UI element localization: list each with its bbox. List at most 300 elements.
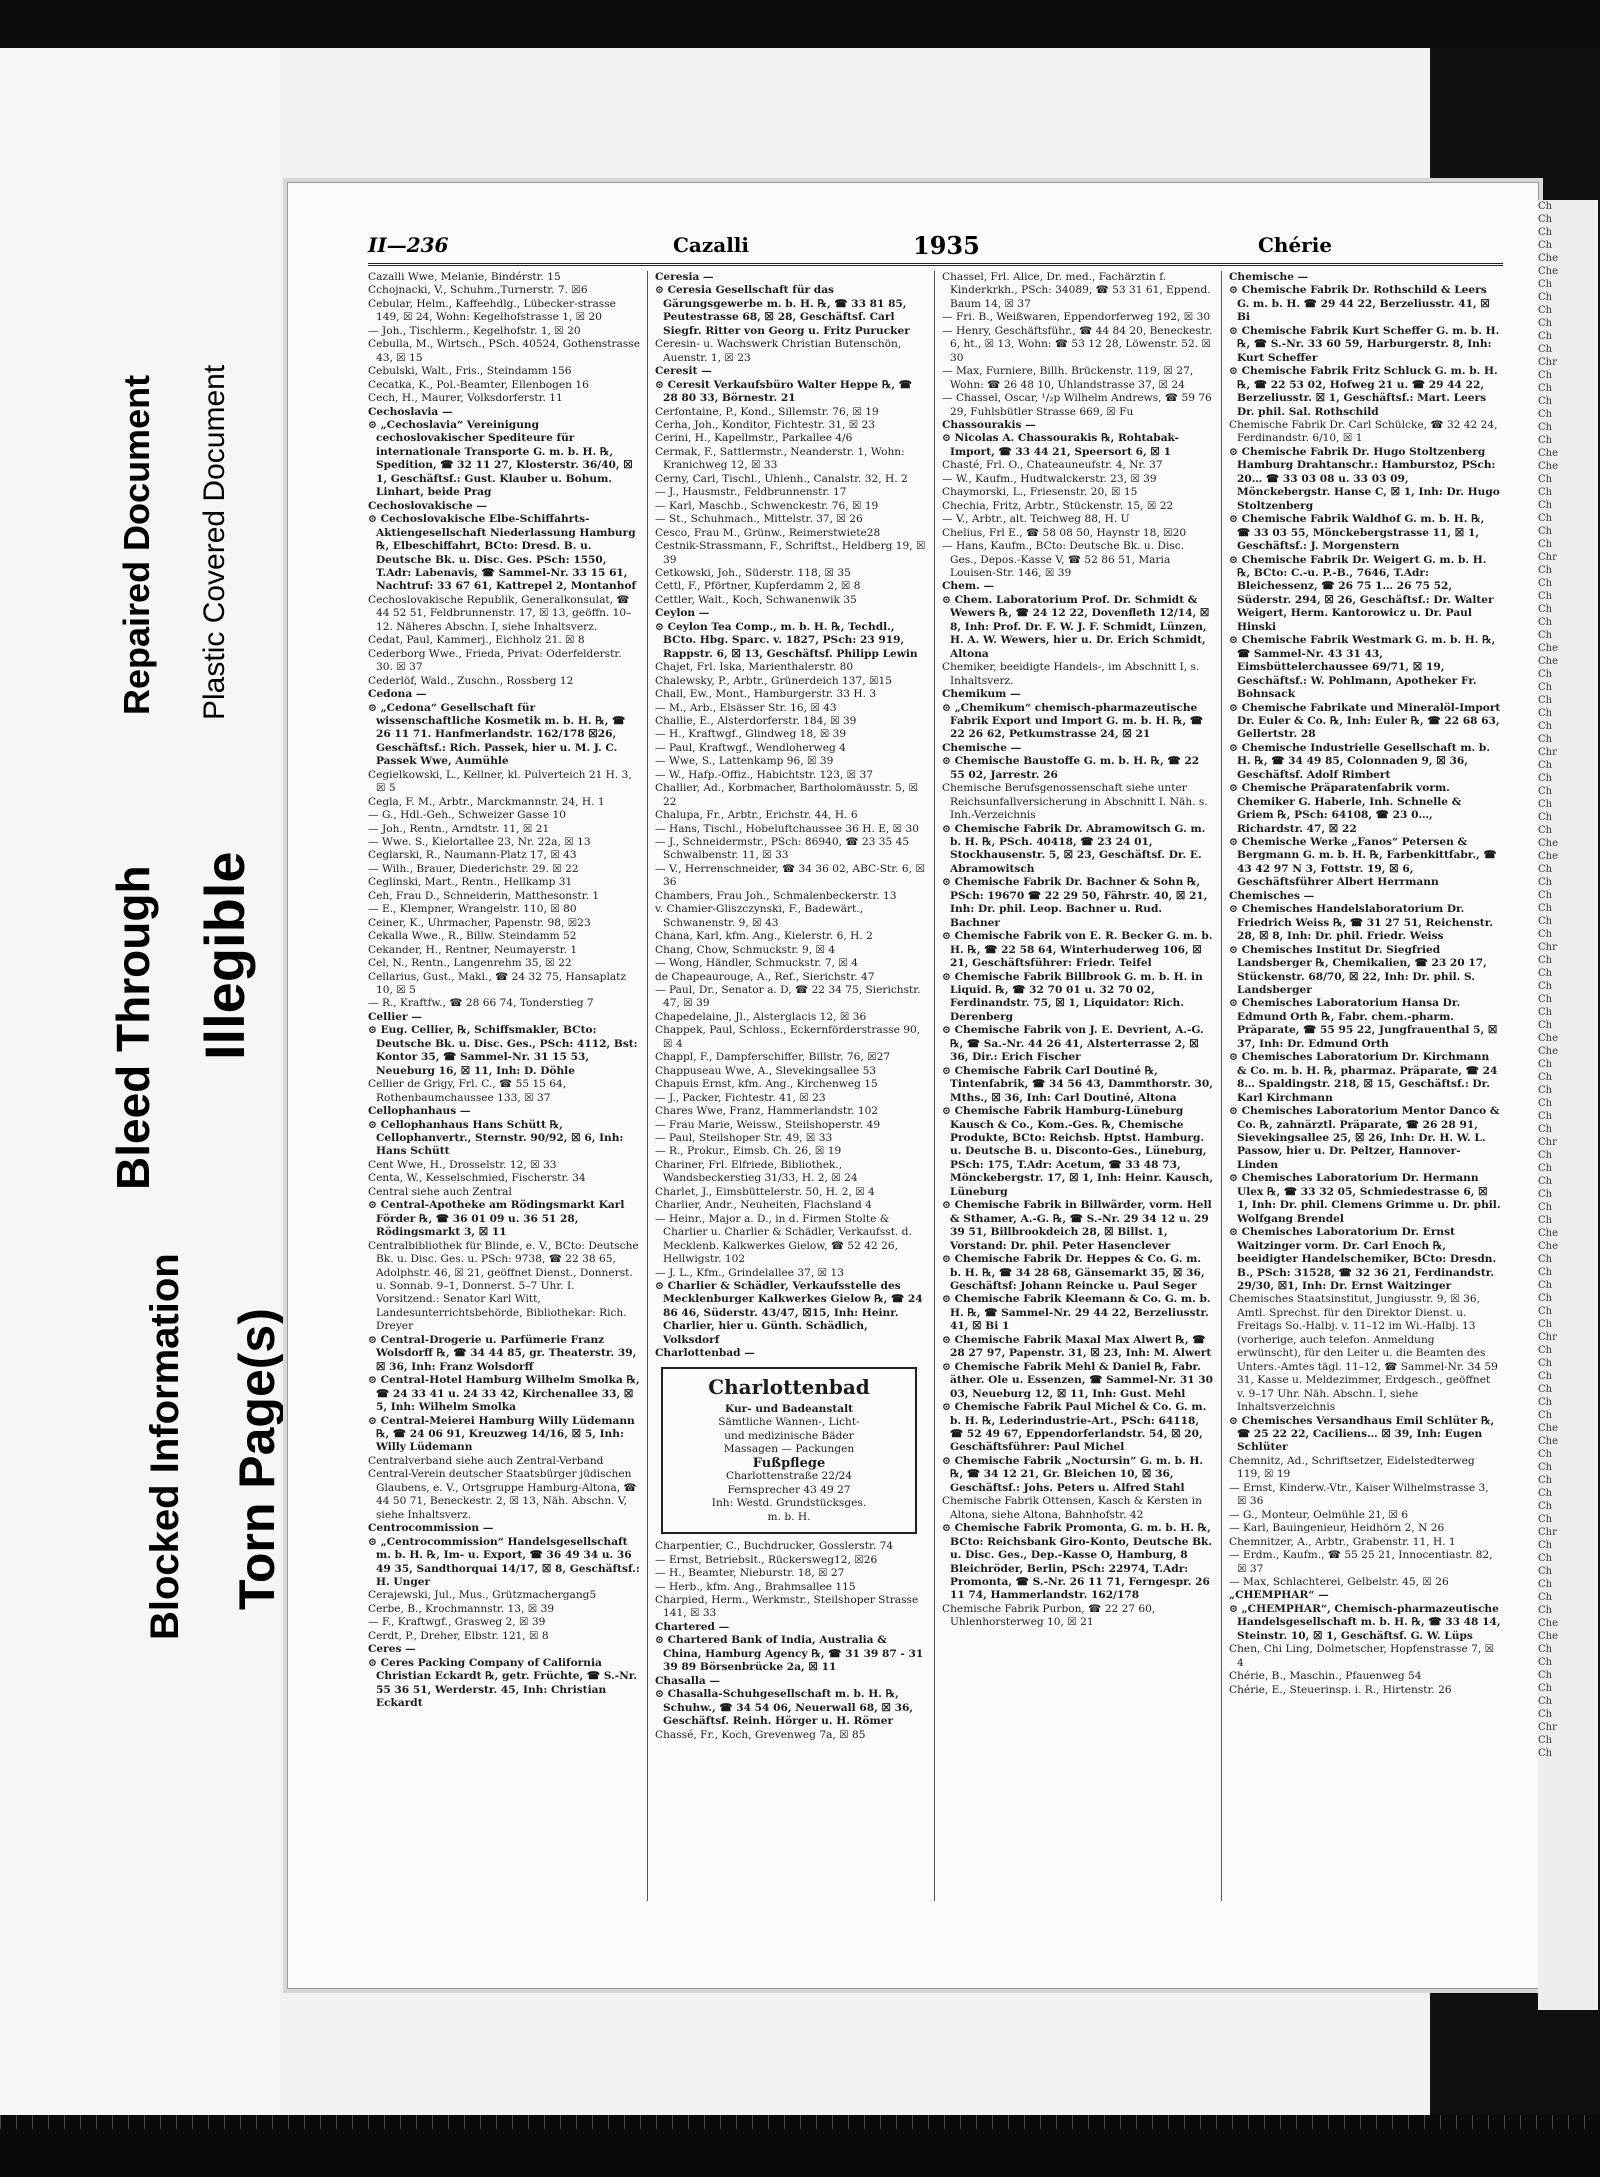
scanner-top-border bbox=[0, 0, 1600, 48]
facing-page-fragment: Ch bbox=[1538, 227, 1553, 238]
facing-page-fragment: Ch bbox=[1538, 1267, 1553, 1278]
directory-entry: Ceiner, K., Uhrmacher, Papenstr. 98, ☒23 bbox=[368, 916, 591, 929]
label-plastic-covered: Plastic Covered Document bbox=[198, 364, 231, 720]
directory-entry: Chartered — bbox=[655, 1620, 730, 1633]
directory-entry: Cebulla, M., Wirtsch., PSch. 40524, Gothenstrasse 43, ☒ 15 bbox=[368, 338, 640, 364]
facing-page-fragment: Che bbox=[1538, 643, 1559, 654]
directory-entry: Chalupa, Fr., Arbtr., Erichstr. 44, H. 6 bbox=[655, 809, 858, 822]
facing-page-fragment: Chr bbox=[1538, 357, 1557, 368]
directory-entry: Cegielkowski, L., Kellner, kl. Pulverteich 21 H. 3, ☒ 5 bbox=[368, 768, 632, 795]
facing-page-fragment: Ch bbox=[1538, 526, 1553, 537]
facing-page-fragment: Ch bbox=[1538, 1280, 1553, 1291]
directory-entry: Cerfontaine, P., Kond., Sillemstr. 76, ☒ 19 bbox=[655, 405, 879, 418]
facing-page-fragment: Ch bbox=[1538, 682, 1553, 693]
directory-entry: ⊙ Chemische Fabrik „Noctursin“ G. m. b. H. ℞, ☎ 34 12 21, Gr. Bleichen 10, ☒ 36, Geschäftsf.: Johs. Peters u. Alfred Stahl bbox=[942, 1454, 1204, 1494]
directory-entry: — W., Kaufm., Hudtwalckerstr. 23, ☒ 39 bbox=[942, 472, 1157, 485]
directory-entry: Ceglarski, R., Naumann-Platz 17, ☒ 43 bbox=[368, 849, 577, 862]
directory-entry: Chen, Chi Ling, Dolmetscher, Hopfenstrasse 7, ☒ 4 bbox=[1229, 1643, 1495, 1669]
facing-page-fragment: Ch bbox=[1538, 630, 1553, 641]
facing-page-fragment: Ch bbox=[1538, 435, 1553, 446]
directory-entry: — Frau Marie, Weissw., Steilshoperstr. 49 bbox=[655, 1118, 881, 1131]
directory-entry: Chemisches Staatsinstitut, Jungiusstr. 9, ☒ 36, Amtl. Sprechst. für den Direktor Dienst. u. Freitags So.-Halbj. v. 11–12 im Wi.-Halbj. 13 (vorherige, auch telefon. Anmeldung erwünscht), für den Leiter u. die Beamten des Unters.-Amtes tägl. 11–12, ☎ Sammel-Nr. 34 59 31, Kasse u. Meldezimmer, Erdgesch., geöffnet v. 9–17 Uhr. Näh. Abschn. I, siehe Inhaltsverzeichnis bbox=[1229, 1293, 1498, 1414]
directory-entry: ⊙ Chemische Fabrik Mehl & Daniel ℞, Fabr. äther. Ole u. Essenzen, ☎ Sammel-Nr. 31 30 03, Neueburg 12, ☒ 11, Inh: Gust. Mehl bbox=[942, 1360, 1214, 1400]
directory-entry: ⊙ Ceres Packing Company of California Christian Eckardt ℞, getr. Früchte, ☎ S.-Nr. 55 36 51, Werderstr. 45, Inh: Christian Eckardt bbox=[368, 1656, 638, 1710]
facing-page-fragment: Ch bbox=[1538, 1553, 1553, 1564]
facing-page-fragment: Ch bbox=[1538, 786, 1553, 797]
directory-entry: — M., Arb., Elsässer Str. 16, ☒ 43 bbox=[655, 701, 837, 714]
directory-entry: — Karl, Maschb., Schwenckestr. 76, ☒ 19 bbox=[655, 499, 879, 512]
directory-entry: — Wong, Händler, Schmuckstr. 7, ☒ 4 bbox=[655, 957, 858, 970]
facing-page-fragment: Ch bbox=[1538, 1098, 1553, 1109]
directory-entry: Cedona — bbox=[368, 688, 427, 701]
ad-line: Sämtliche Wannen-, Licht- bbox=[718, 1416, 860, 1429]
directory-entry: ⊙ Chemische Fabrik Hamburg-Lüneburg Kausch & Co., Kom.-Ges. ℞, Chemische Produkte, BCto: Reichsb. Hptst. Hamburg. u. Deutsche B. u. Disconto-Ges., Lüneburg, PSch: 175, T.Adr: Acetum, ☎ 33 48 73, Mönckebergstr. 17, ☒ 1, Inh: Heinr. Kausch, Lüneburg bbox=[942, 1105, 1214, 1198]
directory-entry: Charpied, Herm., Werkmstr., Steilshoper Strasse 141, ☒ 33 bbox=[655, 1594, 919, 1620]
facing-page-fragment: Ch bbox=[1538, 214, 1553, 225]
facing-page-fragment: Ch bbox=[1538, 279, 1553, 290]
directory-entry: Chemische Berufsgenossenschaft siehe unter Reichsunfallversicherung in Abschnitt I. Näh. s. Inh.-Verzeichnis bbox=[942, 782, 1208, 822]
facing-page-fragment: Ch bbox=[1538, 617, 1553, 628]
directory-entry: — Erdm., Kaufm., ☎ 55 25 21, Innocentiastr. 82, ☒ 37 bbox=[1229, 1549, 1493, 1575]
ad-line: und medizinische Bäder bbox=[724, 1429, 854, 1442]
facing-page-fragment: Ch bbox=[1538, 1735, 1553, 1746]
directory-entry: Chapuis Ernst, kfm. Ang., Kirchenweg 15 bbox=[655, 1078, 878, 1091]
directory-entry: — F., Kraftwgf., Grasweg 2, ☒ 39 bbox=[368, 1616, 546, 1629]
facing-page-fragment: Ch bbox=[1538, 1657, 1553, 1668]
facing-page-fragment: Ch bbox=[1538, 1072, 1553, 1083]
directory-entry: — H., Kraftwgf., Glindweg 18, ☒ 39 bbox=[655, 728, 847, 741]
facing-page-fragment: Ch bbox=[1538, 1709, 1553, 1720]
directory-entry: Cesco, Frau M., Grünw., Reimerstwiete28 bbox=[655, 526, 881, 539]
directory-entry: Chares Wwe, Franz, Hammerlandstr. 102 bbox=[655, 1105, 879, 1118]
directory-entry: Chall, Ew., Mont., Hamburgerstr. 33 H. 3 bbox=[655, 688, 877, 701]
label-repaired-document: Repaired Document bbox=[116, 374, 157, 715]
facing-page-fragment: Ch bbox=[1538, 734, 1553, 745]
facing-page-fragment: Ch bbox=[1538, 669, 1553, 680]
directory-entry: — Paul, Dr., Senator a. D, ☎ 22 34 75, Sierichstr. 47, ☒ 39 bbox=[655, 984, 921, 1010]
facing-page-fragment: Ch bbox=[1538, 968, 1553, 979]
directory-entry: — J. L., Kfm., Grindelallee 37, ☒ 13 bbox=[655, 1266, 844, 1279]
directory-entry: Chemische Fabrik Purbon, ☎ 22 27 60, Uhlenhorsterweg 10, ☒ 21 bbox=[942, 1602, 1156, 1629]
facing-page-fragment: Ch bbox=[1538, 994, 1553, 1005]
header-first-name: Cazalli bbox=[673, 233, 749, 257]
directory-entry: Cebular, Helm., Kaffeehdlg., Lübecker-strasse 149, ☒ 24, Wohn: Kegelhofstrasse 1, ☒ 20 bbox=[368, 297, 616, 324]
directory-entry: Chemisches — bbox=[1229, 889, 1315, 902]
facing-page-fragment: Ch bbox=[1538, 1007, 1553, 1018]
directory-entry: — G., Hdl.-Geh., Schweizer Gasse 10 bbox=[368, 809, 566, 822]
facing-page-fragment: Ch bbox=[1538, 1579, 1553, 1590]
directory-entry: — Wilh., Brauer, Diederichstr. 29. ☒ 22 bbox=[368, 862, 579, 875]
facing-page-fragment: Ch bbox=[1538, 474, 1553, 485]
directory-entry: ⊙ Charlier & Schädler, Verkaufsstelle des Mecklenburger Kalkwerkes Gielow ℞, ☎ 24 86 46, Süderstr. 43/47, ☒15, Inh: Heinr. Charlier, hier u. Günth. Schädlich, Volksdorf bbox=[655, 1279, 923, 1346]
directory-entry: ⊙ Chemisches Laboratorium Mentor Danco & Co. ℞, zahnärztl. Präparate, ☎ 26 28 91, Sievekingsallee 25, ☒ 26, Inh: Dr. H. W. L. Passow, hier u. Dr. Peltzer, Hannover-Linden bbox=[1229, 1105, 1500, 1171]
facing-page-fragment: Ch bbox=[1538, 331, 1553, 342]
facing-page-fragment: Che bbox=[1538, 1631, 1559, 1642]
directory-entry: Cebulski, Walt., Fris., Steindamm 156 bbox=[368, 365, 572, 378]
facing-page-fragment: Che bbox=[1538, 1033, 1559, 1044]
facing-page-fragment: Ch bbox=[1538, 565, 1553, 576]
facing-page-fragment: Ch bbox=[1538, 721, 1553, 732]
directory-entry: Ceresia — bbox=[655, 271, 714, 283]
directory-entry: ⊙ Chemische Fabrik Kurt Scheffer G. m. b. H. ℞, ☎ S.-Nr. 33 60 59, Harburgerstr. 8, Inh: Kurt Scheffer bbox=[1229, 324, 1500, 364]
directory-entry: Centa, W., Kesselschmied, Fischerstr. 34 bbox=[368, 1172, 586, 1185]
directory-entry: ⊙ „Cedona“ Gesellschaft für wissenschaftliche Kosmetik m. b. H. ℞, ☎ 26 11 71. Hanfmerlandstr. 162/178 ☒26, Geschäftsf.: Rich. Passek, hier u. M. J. C. Passek Wwe, Aumühle bbox=[368, 701, 626, 768]
ad-line: Charlottenstraße 22/24 bbox=[726, 1470, 852, 1483]
facing-page-fragment: Ch bbox=[1538, 773, 1553, 784]
directory-entry: ⊙ Chemische Fabrik Carl Doutiné ℞, Tintenfabrik, ☎ 34 56 43, Dammthorstr. 30, Mths., ☒ 36, Inh: Carl Doutiné, Altona bbox=[942, 1064, 1213, 1104]
directory-entry: Central-Verein deutscher Staatsbürger jüdischen Glaubens, e. V., Ortsgruppe Hamburg-Altona, ☎ 44 50 71, Beneckestr. 2, ☒ 13, Näh. Abschn. V, siehe Inhaltsverz. bbox=[368, 1468, 637, 1521]
directory-entry: Cel, N., Rentn., Langenrehm 35, ☒ 22 bbox=[368, 957, 572, 970]
directory-entry: Cerajewski, Jul., Mus., Grützmachergang5 bbox=[368, 1589, 597, 1602]
column-1 bbox=[368, 271, 640, 1901]
page-number: II—236 bbox=[368, 233, 449, 257]
directory-entry: ⊙ Ceylon Tea Comp., m. b. H. ℞, Techdl., BCto. Hbg. Sparc. v. 1827, PSch: 23 919, Rappstr. 6, ☒ 13, Geschäftsf. Philipp Lewin bbox=[655, 620, 918, 660]
directory-entry: Cechoslovakische — bbox=[368, 499, 487, 512]
directory-entry: Ceylon — bbox=[655, 607, 710, 620]
directory-entry: Ceh, Frau D., Schneiderin, Matthesonstr. 1 bbox=[368, 889, 600, 902]
page-content bbox=[368, 231, 1503, 1911]
directory-entry: ⊙ „CHEMPHAR“, Chemisch-pharmazeutische Handelsgesellschaft m. b. H. ℞, ☎ 33 48 14, Steinstr. 10, ☒ 1, Geschäftsf. G. W. Lüps bbox=[1229, 1602, 1501, 1642]
directory-entry: — R., Prokur., Eimsb. Ch. 26, ☒ 19 bbox=[655, 1145, 842, 1158]
directory-entry: — Ernst, Kinderw.-Vtr., Kaiser Wilhelmstrasse 3, ☒ 36 bbox=[1229, 1481, 1489, 1508]
directory-entry: ⊙ Chemische Werke „Fanos“ Petersen & Bergmann G. m. b. H. ℞, Farbenkittfabr., ☎ 43 42 97 N 3, Fottstr. 19, ☒ 6, Geschäftsführer Albert Herrmann bbox=[1229, 836, 1497, 889]
directory-entry: Chalewsky, P., Arbtr., Grünerdeich 137, ☒15 bbox=[655, 674, 892, 687]
directory-entry: ⊙ Eug. Cellier, ℞, Schiffsmakler, BCto: Deutsche Bk. u. Disc. Ges., PSch: 4112, Bst: Kontor 35, ☎ Sammel-Nr. 31 15 53, Neueburg 16, ☒ 11, Inh: D. Döhle bbox=[368, 1024, 638, 1077]
column-divider bbox=[647, 271, 648, 1901]
directory-entry: Chaymorski, L., Friesenstr. 20, ☒ 15 bbox=[942, 486, 1138, 499]
directory-entry: Cerny, Carl, Tischl., Uhlenh., Canalstr. 32, H. 2 bbox=[655, 472, 908, 485]
facing-page-fragment: Chr bbox=[1538, 1137, 1557, 1148]
facing-page-fragment: Chr bbox=[1538, 1722, 1557, 1733]
facing-page-fragment: Ch bbox=[1538, 1254, 1553, 1265]
facing-page-fragment: Ch bbox=[1538, 1189, 1553, 1200]
directory-entry: Cederborg Wwe., Frieda, Privat: Oderfelderstr. 30. ☒ 37 bbox=[368, 647, 622, 674]
directory-entry: ⊙ Ceresit Verkaufsbüro Walter Heppe ℞, ☎ 28 80 33, Börnestr. 21 bbox=[655, 378, 912, 405]
directory-entry: — Henry, Geschäftsführ., ☎ 44 84 20, Beneckestr. 6, ht., ☒ 13, Wohn: ☎ 53 12 28, Löwenstr. 52. ☒ 30 bbox=[942, 324, 1213, 364]
directory-entry: Cazalli Wwe, Melanie, Bindérstr. 15 bbox=[368, 271, 561, 283]
directory-entry: ⊙ Chemische Fabrik von J. E. Devrient, A.-G. ℞, ☎ Sa.-Nr. 44 26 41, Alsterterrasse 2, ☒ 36, Dir.: Erich Fischer bbox=[942, 1024, 1204, 1064]
directory-entry: — G., Monteur, Oelmühle 21, ☒ 6 bbox=[1229, 1508, 1409, 1521]
facing-page-fragment: Che bbox=[1538, 1046, 1559, 1057]
directory-entry: Cecatka, K., Pol.-Beamter, Ellenbogen 16 bbox=[368, 378, 589, 391]
directory-entry: Chérie, B., Maschin., Pfauenweg 54 bbox=[1229, 1670, 1422, 1683]
label-bleed-through: Bleed Through bbox=[107, 865, 159, 1190]
directory-entry: ⊙ Chemische Fabrik Fritz Schluck G. m. b. H. ℞, ☎ 22 53 02, Hofweg 21 u. ☎ 29 44 22, Berzeliusstr. ☒ 1, Geschäftsf.: Mart. Leers Dr. phil. Sal. Rothschild bbox=[1229, 365, 1498, 418]
directory-entry: ⊙ „Chemikum“ chemisch-pharmazeutische Fabrik Export und Import G. m. b. H. ℞, ☎ 22 26 62, Petkumstrasse 24, ☒ 21 bbox=[942, 701, 1204, 741]
directory-entry: Cekander, H., Rentner, Neumayerstr. 1 bbox=[368, 943, 578, 956]
directory-entry: ⊙ Chartered Bank of India, Australia & China, Hamburg Agency ℞, ☎ 31 39 87 - 31 39 89 Börsenbrücke 2a, ☒ 11 bbox=[655, 1634, 924, 1674]
directory-entry: Central siehe auch Zentral bbox=[368, 1185, 512, 1198]
facing-page-fragment: Ch bbox=[1538, 760, 1553, 771]
directory-entry: ⊙ Chemische Fabrik Dr. Heppes & Co. G. m. b. H. ℞, ☎ 34 28 68, Gänsemarkt 35, ☒ 36, Geschäftsf: Johann Reincke u. Paul Seger bbox=[942, 1253, 1205, 1292]
directory-entry: ⊙ Nicolas A. Chassourakis ℞, Rohtabak-Import, ☎ 33 44 21, Speersort 6, ☒ 1 bbox=[942, 432, 1179, 458]
directory-entry: ⊙ Chemische Fabrik Kleemann & Co. G. m. b. H. ℞, ☎ Sammel-Nr. 29 44 22, Berzeliusstr. 41, ☒ Bi 1 bbox=[942, 1293, 1211, 1333]
facing-page-fragment: Che bbox=[1538, 1423, 1559, 1434]
directory-entry: Chang, Chow, Schmuckstr. 9, ☒ 4 bbox=[655, 943, 836, 956]
directory-entry: ⊙ Chemische Fabrik Westmark G. m. b. H. ℞, ☎ Sammel-Nr. 43 31 43, Eimsbüttelerchaussee 69/71, ☒ 19, Geschäftsf.: W. Pohlmann, Apotheker Fr. Bohnsack bbox=[1229, 634, 1496, 701]
facing-page-fragment: Ch bbox=[1538, 1488, 1553, 1499]
directory-entry: Cellier de Grigy, Frl. C., ☎ 55 15 64, Rothenbaumchaussee 133, ☒ 37 bbox=[368, 1078, 567, 1104]
facing-page-fragment: Chr bbox=[1538, 552, 1557, 563]
facing-page-fragment: Ch bbox=[1538, 1462, 1553, 1473]
directory-entry: Cechoslovakische Republik, Generalkonsulat, ☎ 44 52 51, Feldbrunnenstr. 17, ☒ 13, geöffn. 10–12. Näheres Abschn. I, siehe Inhaltsverz. bbox=[368, 593, 632, 633]
facing-page-fragment: Che bbox=[1538, 851, 1559, 862]
directory-entry: ⊙ Chemische Fabrik Dr. Weigert G. m. b. H. ℞, BCto: C.-u. P.-B., 7646, T.Adr: Bleichessenz, ☎ 26 75 1… 26 75 52, Süderstr. 294, ☒ 26, Geschäftsf.: Dr. Walter Weigert, Herm. Kantorowicz u. Dr. Paul Hinski bbox=[1229, 553, 1494, 633]
directory-entry: Cerha, Joh., Konditor, Fichtestr. 31, ☒ 23 bbox=[655, 418, 876, 431]
column-divider bbox=[1221, 271, 1222, 1901]
facing-page-fragment: Ch bbox=[1538, 864, 1553, 875]
directory-entry: Chappek, Paul, Schloss., Eckernförderstrasse 90, ☒ 4 bbox=[655, 1024, 921, 1050]
ad-title: Charlottenbad bbox=[708, 1374, 870, 1399]
facing-page-fragment: Che bbox=[1538, 1228, 1559, 1239]
facing-page-fragment: Ch bbox=[1538, 825, 1553, 836]
directory-entry: — J., Hausmstr., Feldbrunnenstr. 17 bbox=[655, 486, 847, 499]
label-blocked-information: Blocked Information bbox=[143, 1253, 187, 1640]
facing-page-fragment: Chr bbox=[1538, 747, 1557, 758]
directory-entry: — J., Packer, Fichtestr. 41, ☒ 23 bbox=[655, 1091, 826, 1104]
directory-entry: Cerbe, B., Krochmannstr. 13, ☒ 39 bbox=[368, 1602, 555, 1615]
directory-entry: ⊙ Chem. Laboratorium Prof. Dr. Schmidt & Wewers ℞, ☎ 24 12 22, Dovenfleth 12/14, ☒ 8, Inh: Prof. Dr. F. W. J. F. Schmidt, Lünzen, H. A. W. Wewers, hier u. Dr. Erich Schmidt, Altona bbox=[942, 593, 1210, 660]
facing-page-fragment: Ch bbox=[1538, 1670, 1553, 1681]
directory-entry: ⊙ Chemisches Versandhaus Emil Schlüter ℞, ☎ 25 22 22, Caciliens… ☒ 39, Inh: Eugen Schlüter bbox=[1229, 1414, 1495, 1454]
directory-entry: ⊙ Chemische Fabrikate und Mineralöl-Import Dr. Euler & Co. ℞, Inh: Euler ℞, ☎ 22 68 63, Gellertstr. 28 bbox=[1229, 701, 1501, 741]
directory-entry: ⊙ Chemische Fabrik Billbrook G. m. b. H. in Liquid. ℞, ☎ 32 70 01 u. 32 70 02, Ferdinandstr. 75, ☒ 1, Liquidator: Rich. Derenberg bbox=[942, 970, 1203, 1023]
facing-page-fragment: Ch bbox=[1538, 890, 1553, 901]
directory-entry: ⊙ Chemische Fabrik Paul Michel & Co. G. m. b. H. ℞, Lederindustrie-Art., PSch: 64118, ☎ 52 49 67, Eppendorferlandstr. 54, ☒ 20, Geschäftsführer: Paul Michel bbox=[942, 1401, 1207, 1454]
facing-page-fragment: Ch bbox=[1538, 812, 1553, 823]
directory-entry: — Karl, Bauingenieur, Heidhörn 2, N 26 bbox=[1229, 1522, 1445, 1535]
directory-entry: Chérie, E., Steuerinsp. i. R., Hirtenstr. 26 bbox=[1229, 1683, 1452, 1696]
facing-page-fragment: Ch bbox=[1538, 344, 1553, 355]
directory-entry: ⊙ Central-Hotel Hamburg Wilhelm Smolka ℞, ☎ 24 33 41 u. 24 33 42, Kirchenallee 33, ☒ 5, Inh: Wilhelm Smolka bbox=[368, 1374, 640, 1414]
facing-page-fragment: Ch bbox=[1538, 487, 1553, 498]
column-4 bbox=[1229, 271, 1501, 1901]
facing-page-fragment: Ch bbox=[1538, 578, 1553, 589]
facing-page-fragment: Ch bbox=[1538, 318, 1553, 329]
facing-page-fragment: Ch bbox=[1538, 877, 1553, 888]
directory-entry: Chapedelaine, Jl., Alsterglacis 12, ☒ 36 bbox=[655, 1010, 867, 1023]
facing-page-fragment: Ch bbox=[1538, 1163, 1553, 1174]
facing-page-fragment: Ch bbox=[1538, 240, 1553, 251]
directory-entry: Chariner, Frl. Elfriede, Bibliothek., Wandsbeckerstieg 31/33, H. 2, ☒ 24 bbox=[655, 1158, 858, 1185]
directory-entry: Cettler, Walt., Koch, Schwanenwik 35 bbox=[655, 593, 857, 606]
directory-entry: ⊙ Chemisches Laboratorium Dr. Hermann Ulex ℞, ☎ 33 32 05, Schmiedestrasse 6, ☒ 1, Inh: Dr. phil. Clemens Grimme u. Dr. phil. Wolfgang Brendel bbox=[1229, 1172, 1501, 1225]
ad-line: Fernsprecher 43 49 27 bbox=[727, 1483, 851, 1496]
directory-entry: Chelius, Frl E., ☎ 58 08 50, Haynstr 18, ☒20 bbox=[942, 526, 1187, 539]
facing-page-fragment: Che bbox=[1538, 1618, 1559, 1629]
facing-page-fragment: Ch bbox=[1538, 1644, 1553, 1655]
directory-entry: — Joh., Tischlerm., Kegelhofstr. 1, ☒ 20 bbox=[368, 324, 581, 337]
facing-page-fragment: Ch bbox=[1538, 1176, 1553, 1187]
facing-page-fragment: Che bbox=[1538, 656, 1559, 667]
directory-entry: ⊙ Chemische Fabrik Waldhof G. m. b. H. ℞, ☎ 33 03 55, Mönckebergstrasse 11, ☒ 1, Geschäftsf.: J. Morgenstern bbox=[1229, 513, 1485, 553]
directory-entry: Cetkowski, Joh., Süderstr. 118, ☒ 35 bbox=[655, 566, 851, 579]
directory-entry: „CHEMPHAR“ — bbox=[1229, 1589, 1329, 1602]
directory-entry: Ceresit — bbox=[655, 365, 712, 378]
facing-page-fragment: Ch bbox=[1538, 1020, 1553, 1031]
directory-entry: Chasté, Frl. O., Chateauneufstr. 4, Nr. 37 bbox=[942, 459, 1163, 472]
directory-entry: ⊙ Chemische Fabrik Dr. Hugo Stoltzenberg Hamburg Drahtanschr.: Hamburstoz, PSch: 20… ☎ 33 03 08 u. 33 03 09, Mönckebergstr. Hanse C, ☒ 1, Inh: Dr. Hugo Stoltzenberg bbox=[1229, 445, 1500, 512]
directory-entry: Cechoslavia — bbox=[368, 405, 453, 418]
directory-entry: Cchojnacki, V., Schuhm.,Turnerstr. 7. ☒6 bbox=[368, 284, 588, 297]
directory-entry: ⊙ Chemische Fabrik Maxal Max Alwert ℞, ☎ 28 27 97, Papenstr. 31, ☒ 23, Inh: M. Alwert bbox=[942, 1333, 1212, 1360]
facing-page-fragment: Ch bbox=[1538, 695, 1553, 706]
directory-entry: Chemische Fabrik Dr. Carl Schülcke, ☎ 32 42 24, Ferdinandstr. 6/10, ☒ 1 bbox=[1229, 418, 1498, 445]
directory-entry: ⊙ Chemisches Handelslaboratorium Dr. Friedrich Weiss ℞, ☎ 31 27 51, Reichenstr. 28, ☒ 8, Inh: Dr. phil. Friedr. Weiss bbox=[1229, 903, 1494, 943]
directory-entry: ⊙ Central-Meierei Hamburg Willy Lüdemann ℞, ☎ 24 06 91, Kreuzweg 14/16, ☒ 5, Inh: Willy Lüdemann bbox=[368, 1414, 635, 1454]
directory-entry: — Fri. B., Weißwaren, Eppendorferweg 192, ☒ 30 bbox=[942, 311, 1211, 324]
header-last-name: Chérie bbox=[1258, 233, 1333, 257]
ad-subtitle: Kur- und Badeanstalt bbox=[724, 1402, 853, 1415]
directory-entry: Charpentier, C., Buchdrucker, Gosslerstr. 74 bbox=[655, 1540, 894, 1553]
directory-entry: Cederlöf, Wald., Zuschn., Rossberg 12 bbox=[368, 674, 574, 687]
directory-entry: — Wwe, S., Lattenkamp 96, ☒ 39 bbox=[655, 755, 834, 768]
facing-page-fragment: Che bbox=[1538, 253, 1559, 264]
facing-page-fragment: Ch bbox=[1538, 1059, 1553, 1070]
facing-page-fragment: Ch bbox=[1538, 1748, 1553, 1759]
directory-entry: ⊙ Chemisches Laboratorium Dr. Kirchmann & Co. m. b. H. ℞, pharmaz. Präparate, ☎ 24 8… Spaldingstr. 218, ☒ 15, Geschäftsf.: Dr. Karl Kirchmann bbox=[1229, 1051, 1498, 1104]
directory-entry: — Paul, Steilshoper Str. 49, ☒ 33 bbox=[655, 1132, 833, 1144]
directory-entry: — R., Kraftfw., ☎ 28 66 74, Tonderstieg 7 bbox=[368, 997, 594, 1010]
directory-entry: — St., Schuhmach., Mittelstr. 37, ☒ 26 bbox=[655, 513, 863, 526]
facing-page-fragment: Ch bbox=[1538, 799, 1553, 810]
directory-entry: ⊙ Chemische Baustoffe G. m. b. H. ℞, ☎ 22 55 02, Jarrestr. 26 bbox=[942, 755, 1200, 781]
directory-entry: — J., Schneidermstr., PSch: 86940, ☎ 23 35 45 Schwalbenstr. 11, ☒ 33 bbox=[655, 836, 910, 862]
charlottenbad-advertisement bbox=[661, 1367, 917, 1535]
facing-page-fragment: Ch bbox=[1538, 422, 1553, 433]
directory-entry: — V., Herrenschneider, ☎ 34 36 02, ABC-Str. 6, ☒ 36 bbox=[655, 862, 925, 889]
facing-page-fragment: Ch bbox=[1538, 292, 1553, 303]
directory-entry: Chechia, Fritz, Arbtr., Stückenstr. 15, ☒ 22 bbox=[942, 499, 1174, 512]
facing-page-fragment: Ch bbox=[1538, 1592, 1553, 1603]
facing-page-fragment: Ch bbox=[1538, 604, 1553, 615]
facing-page-fragment: Ch bbox=[1538, 1449, 1553, 1460]
directory-entry: ⊙ Chemische Fabrik Dr. Rothschild & Leers G. m. b. H. ☎ 29 44 22, Berzeliusstr. 41, ☒ Bi bbox=[1229, 284, 1490, 324]
facing-page-fragment: Che bbox=[1538, 448, 1559, 459]
facing-page-fragment: Ch bbox=[1538, 1683, 1553, 1694]
facing-page-fragment: Ch bbox=[1538, 305, 1553, 316]
directory-entry: ⊙ Chemische Fabrik von E. R. Becker G. m. b. H. ℞, ☎ 22 58 64, Winterhuderweg 106, ☒ 21, Geschäftsführer: Friedr. Teifel bbox=[942, 930, 1213, 970]
directory-entry: — Ernst, Betriebslt., Rückersweg12, ☒26 bbox=[655, 1553, 878, 1566]
facing-page-fragment: Ch bbox=[1538, 1501, 1553, 1512]
facing-page-fragment: Ch bbox=[1538, 1085, 1553, 1096]
facing-page-fragment: Ch bbox=[1538, 1293, 1553, 1304]
facing-page-fragment: Ch bbox=[1538, 1345, 1553, 1356]
directory-entry: ⊙ Chemische Fabrik Dr. Abramowitsch G. m. b. H. ℞, PSch. 40418, ☎ 23 24 01, Stockhausenstr. 5, ☒ 23, Geschäftsf. Dr. E. Abramowitsch bbox=[942, 822, 1206, 875]
directory-entry: Chappl, F., Dampferschiffer, Billstr. 76, ☒27 bbox=[655, 1051, 891, 1064]
facing-page-fragment: Ch bbox=[1538, 201, 1553, 212]
facing-page-fragment: Che bbox=[1538, 838, 1559, 849]
directory-entry: — Paul, Kraftwgf., Wendloherweg 4 bbox=[655, 741, 846, 754]
facing-page-fragment: Ch bbox=[1538, 916, 1553, 927]
directory-entry: — Joh., Rentn., Arndtstr. 11, ☒ 21 bbox=[368, 822, 550, 835]
facing-page-fragment: Che bbox=[1538, 1436, 1559, 1447]
facing-page-fragment: Ch bbox=[1538, 1319, 1553, 1330]
directory-entry: Chasalla — bbox=[655, 1674, 721, 1687]
directory-entry: ⊙ Central-Drogerie u. Parfümerie Franz Wolsdorff ℞, ☎ 34 44 85, gr. Theaterstr. 39, ☒ 36, Inh: Franz Wolsdorff bbox=[368, 1333, 637, 1373]
directory-entry: ⊙ Chemisches Laboratorium Hansa Dr. Edmund Orth ℞, Fabr. chem.-pharm. Präparate, ☎ 55 95 22, Jungfrauenthal 5, ☒ 37, Inh: Dr. Edmund Orth bbox=[1229, 997, 1498, 1050]
directory-entry: Chemnitz, Ad., Schriftsetzer, Eidelstedterweg 119, ☒ 19 bbox=[1229, 1454, 1475, 1481]
directory-entry: ⊙ Chemische Fabrik Dr. Bachner & Sohn ℞, PSch: 19670 ☎ 22 29 50, Fährstr. 40, ☒ 21, Inh: Dr. phil. Leop. Bachner u. Rud. Bachner bbox=[942, 876, 1208, 929]
facing-page-fragment: Ch bbox=[1538, 500, 1553, 511]
facing-page-fragment: Ch bbox=[1538, 1202, 1553, 1213]
facing-page-fragment: Ch bbox=[1538, 955, 1553, 966]
directory-entry: Challier, Ad., Korbmacher, Bartholomäusstr. 5, ☒ 22 bbox=[655, 782, 919, 808]
directory-entry: ⊙ Cellophanhaus Hans Schütt ℞, Cellophanvertr., Sternstr. 90/92, ☒ 6, Inh: Hans Schütt bbox=[368, 1118, 624, 1158]
ad-line: m. b. H. bbox=[767, 1510, 811, 1523]
facing-page-fragment: Ch bbox=[1538, 591, 1553, 602]
directory-entry: — V., Arbtr., alt. Teichweg 88, H. U bbox=[942, 513, 1130, 526]
directory-entry: ⊙ Chemische Fabrik in Billwärder, vorm. Hell & Sthamer, A.-G. ℞, ☎ S.-Nr. 29 34 12 u. 29 39 51, Billbrookdeich 28, ☒ Billst. 1, Vorstand: Dr. phil. Peter Hasenclever bbox=[942, 1199, 1212, 1252]
column-3 bbox=[942, 271, 1214, 1901]
page-header bbox=[368, 231, 1503, 266]
directory-entry: ⊙ Chasalla-Schuhgesellschaft m. b. H. ℞, Schuhw., ☎ 34 54 06, Neuerwall 68, ☒ 36, Geschäftsf. Reinh. Hörger u. H. Römer bbox=[655, 1688, 914, 1728]
directory-entry: ⊙ Chemisches Institut Dr. Siegfried Landsberger ℞, Chemikalien, ☎ 23 20 17, Stückenstr. 68/70, ☒ 22, Inh: Dr. phil. S. Landsberger bbox=[1229, 943, 1487, 997]
directory-entry: — Heinr., Major a. D., in d. Firmen Stolte & Charlier u. Charlier & Schädler, Verkaufsst. d. Mecklenb. Kalkwerkes Gielow, ☎ 52 42 26, Hellwigstr. 102 bbox=[655, 1212, 912, 1266]
directory-entry: Cermak, F., Sattlermstr., Neanderstr. 1, Wohn: Kranichweg 12, ☒ 33 bbox=[655, 445, 905, 472]
directory-entry: Chajet, Frl. Iska, Marienthalerstr. 80 bbox=[655, 661, 854, 674]
directory-entry: — Max, Furniere, Billh. Brückenstr. 119, ☒ 27, Wohn: ☎ 26 48 10, Uhlandstrasse 37, ☒ 24 bbox=[942, 365, 1194, 391]
directory-entry: Centralbibliothek für Blinde, e. V., BCto: Deutsche Bk. u. Disc. Ges. u. PSch: 9738, ☎ 22 38 65, Adolphstr. 46, ☒ 21, geöffnet Dienst., Donnerst. u. Sonnab. 9–1, Donnerst. 5–7 Uhr. I. Vorsitzend.: Senator Karl Witt, Landesunterrichtsbehörde, Bibliothekar: Rich. Dreyer bbox=[368, 1239, 639, 1333]
facing-page-fragment: Ch bbox=[1538, 1124, 1553, 1135]
facing-page-fragment: Ch bbox=[1538, 1514, 1553, 1525]
directory-entry: ⊙ Chemisches Laboratorium Dr. Ernst Waitzinger vorm. Dr. Carl Enoch ℞, beeidigter Handelschemiker, BCto: Dresdn. B., PSch: 31528, ☎ 32 36 21, Ferdinandstr. 29/30, ☒1, Inh: Dr. Ernst Waitzinger bbox=[1229, 1226, 1497, 1292]
directory-entry: Cellarius, Gust., Makl., ☎ 24 32 75, Hansaplatz 10, ☒ 5 bbox=[368, 970, 626, 997]
directory-entry: Cekalla Wwe., R., Billw. Steindamm 52 bbox=[368, 930, 577, 943]
facing-page-fragment: Chr bbox=[1538, 942, 1557, 953]
directory-entry: Centralverband siehe auch Zentral-Verband bbox=[368, 1454, 604, 1467]
directory-entry: v. Chamier-Gliszczynski, F., Badewärt., Schwanenstr. 9, ☒ 43 bbox=[655, 903, 864, 929]
directory-entry: ⊙ Ceresia Gesellschaft für das Gärungsgewerbe m. b. H. ℞, ☎ 33 81 85, Peutestrasse 68, ☒ 28, Geschäftsf. Carl Siegfr. Ritter von Georg u. Fritz Purucker bbox=[655, 284, 910, 337]
directory-entry: ⊙ Cechoslovakische Elbe-Schiffahrts-Aktiengesellschaft Niederlassung Hamburg ℞, Elbeschiffahrt, BCto: Dresd. B. u. Deutsche Bk. u. Disc. Ges. PSch: 1550, T.Adr: Labenavis, ☎ Sammel-Nr. 33 15 61, Nachtruf: 33 67 61, Kattrepel 2, Montanhof bbox=[368, 513, 637, 593]
directory-entry: Cettl, F., Pförtner, Kupferdamm 2, ☒ 8 bbox=[655, 580, 861, 593]
facing-page-fragment: Chr bbox=[1538, 1332, 1557, 1343]
ad-line: Fußpflege bbox=[752, 1455, 826, 1471]
directory-entry: de Chapeaurouge, A., Ref., Sierichstr. 47 bbox=[655, 970, 875, 983]
directory-entry: — Max, Schlachterei, Gelbelstr. 45, ☒ 26 bbox=[1229, 1575, 1449, 1588]
directory-entry: Chemische — bbox=[942, 741, 1022, 754]
facing-page-fragment: Chr bbox=[1538, 1527, 1557, 1538]
directory-entry: Charlet, J., Eimsbüttelerstr. 50, H. 2, ☒ 4 bbox=[655, 1185, 875, 1198]
facing-page-fragment: Che bbox=[1538, 461, 1559, 472]
directory-entry: Chassourakis — bbox=[942, 418, 1036, 431]
directory-entry: Ceresin- u. Wachswerk Christian Butenschön, Auenstr. 1, ☒ 23 bbox=[655, 338, 902, 364]
ad-line: Inh: Westd. Grundstücksges. bbox=[711, 1497, 867, 1510]
column-divider bbox=[934, 271, 935, 1901]
directory-entry: ⊙ Central-Apotheke am Rödingsmarkt Karl Förder ℞, ☎ 36 01 09 u. 36 51 28, Rödingsmarkt 3, ☒ 11 bbox=[368, 1199, 625, 1239]
facing-page-fragment: Ch bbox=[1538, 1111, 1553, 1122]
header-year: 1935 bbox=[913, 231, 980, 260]
facing-page-fragment: Ch bbox=[1538, 929, 1553, 940]
column-2 bbox=[655, 271, 927, 1901]
directory-page bbox=[287, 182, 1539, 1989]
facing-page-fragment: Ch bbox=[1538, 409, 1553, 420]
facing-page-fragment: Ch bbox=[1538, 1397, 1553, 1408]
directory-entry: Chana, Karl, kfm. Ang., Kielerstr. 6, H. 2 bbox=[655, 930, 873, 943]
directory-entry: Centrocommission — bbox=[368, 1522, 494, 1535]
directory-entry: Charlottenbad — bbox=[655, 1347, 755, 1360]
facing-page-fragment: Ch bbox=[1538, 1215, 1553, 1226]
directory-entry: Cerdt, P., Dreher, Elbstr. 121, ☒ 8 bbox=[368, 1629, 549, 1642]
directory-entry: Chassel, Frl. Alice, Dr. med., Fachärztin f. Kinderkrkh., PSch: 34089, ☎ 53 31 61, Eppend. Baum 14, ☒ 37 bbox=[942, 271, 1211, 310]
directory-entry: Chemische — bbox=[1229, 271, 1309, 283]
directory-entry: Cedat, Paul, Kammerj., Eichholz 21. ☒ 8 bbox=[368, 634, 585, 647]
facing-page-fragment: Ch bbox=[1538, 708, 1553, 719]
directory-entry: Ceres — bbox=[368, 1643, 416, 1656]
directory-entry: — W., Hafp.-Offiz., Habichtstr. 123, ☒ 37 bbox=[655, 768, 873, 781]
directory-entry: — Herb., kfm. Ang., Brahmsallee 115 bbox=[655, 1580, 856, 1593]
facing-page-fragment: Che bbox=[1538, 266, 1559, 277]
